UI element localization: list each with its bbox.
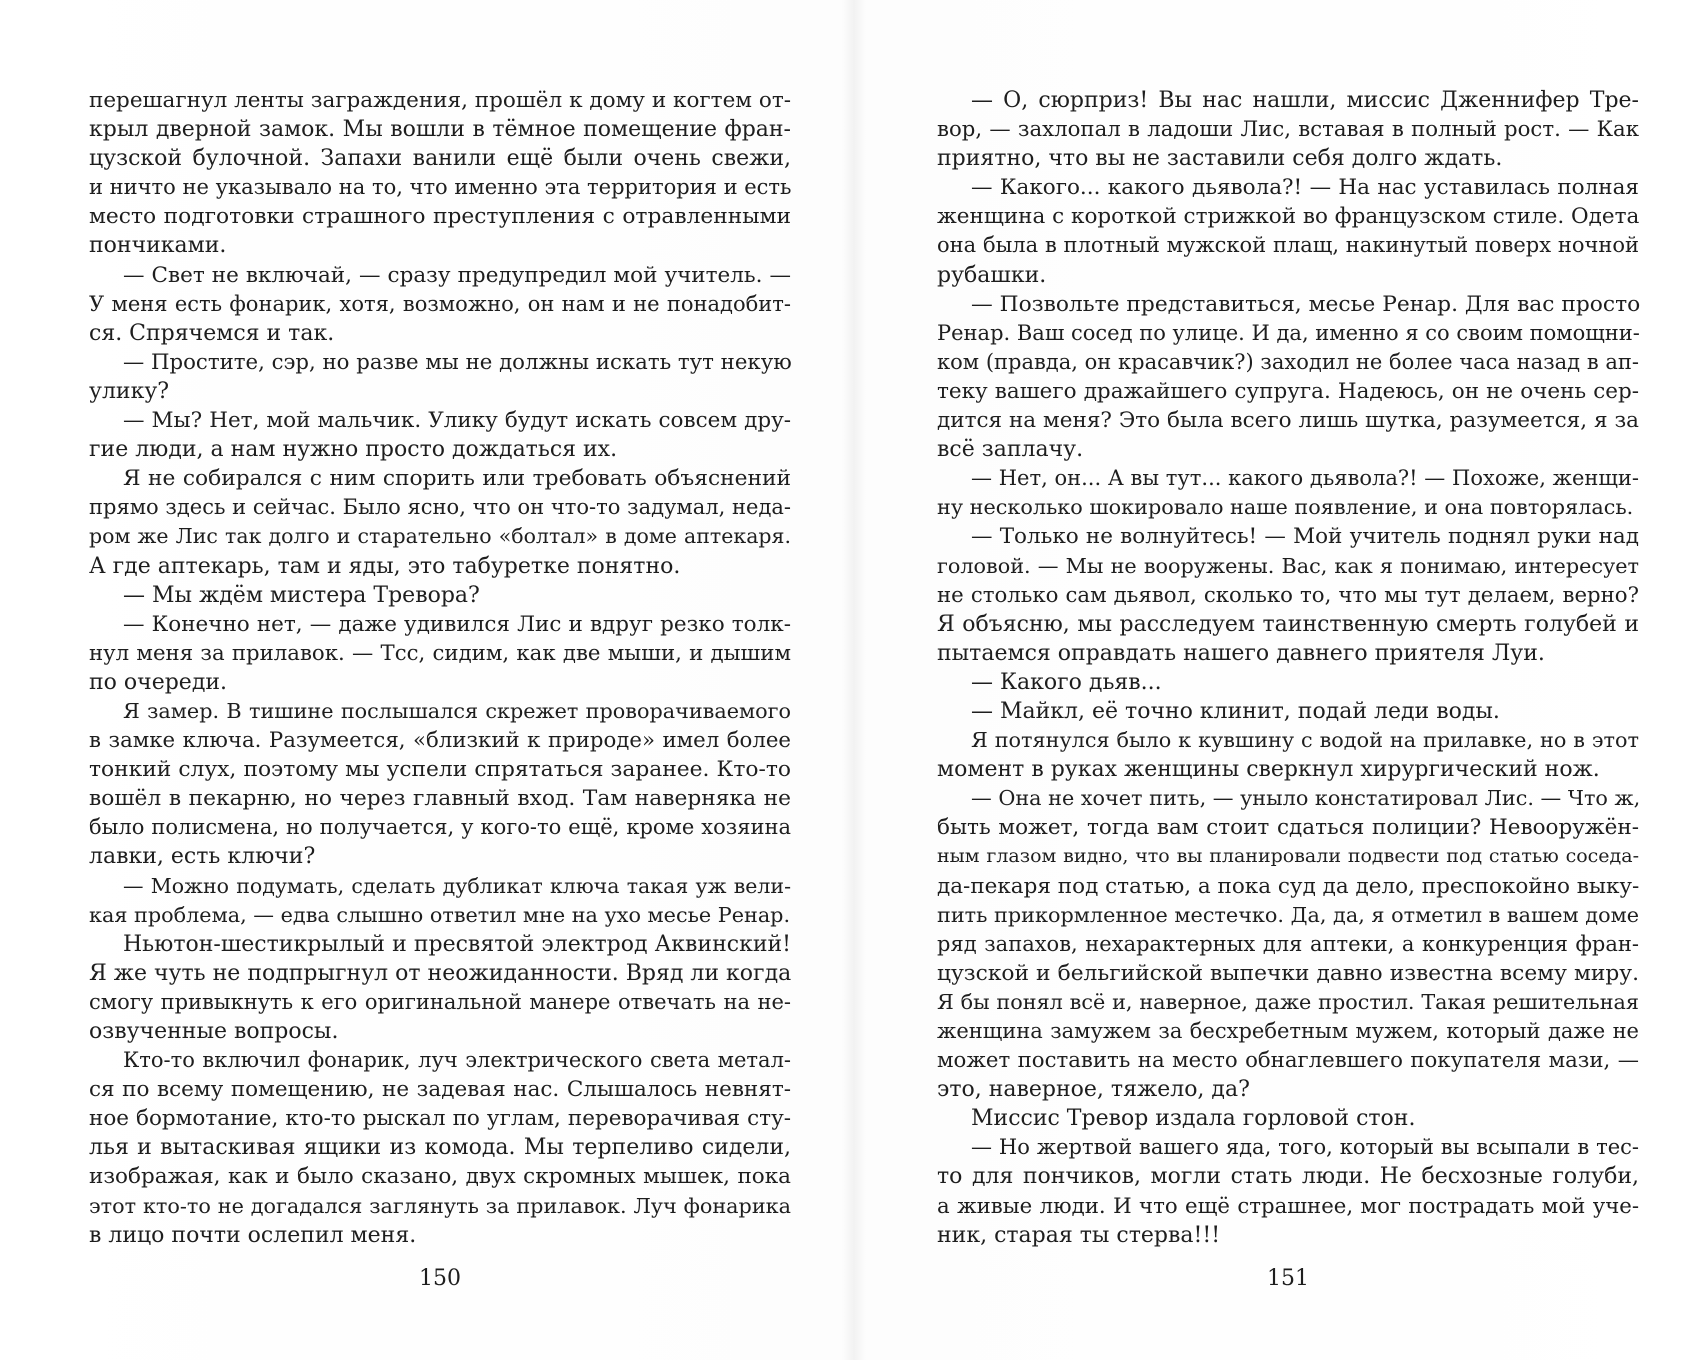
text-line: головой. — Мы не вооружены. Вас, как я понимаю, интересует [937,553,1639,578]
text-line: кая проблема, — едва слышно ответил мне на ухо месье Ренар. [89,902,791,927]
text-line: — Мы ждём мистера Тревора? [123,582,480,608]
text-line: — О, сюрприз! Вы нас нашли, миссис Дженнифер Тре- [971,88,1639,113]
text-line: — Свет не включай, — сразу предупредил мой учитель. — [123,262,791,288]
text-line: — Конечно нет, — даже удивился Лис и вдруг резко толк- [123,611,791,637]
text-line: в замке ключа. Разумеется, «близкий к природе» имел более [89,728,791,754]
right-page-number: 151 [1267,1266,1309,1291]
left-page-text [89,86,791,1250]
text-line: — Какого... какого дьявола?! — На нас уставилась полная [971,175,1639,201]
text-line: Ренар. Ваш сосед по улице. И да, именно я со своим помощни- [937,320,1640,345]
text-line: — Можно подумать, сделать дубликат ключа такая уж вели- [123,873,791,898]
text-line: Я замер. В тишине послышался скрежет проворачиваемого [123,698,791,723]
text-line: ное бормотание, кто-то рыскал по углам, переворачивая сту- [89,1106,791,1132]
text-line: — Простите, сэр, но разве мы не должны искать тут некую [123,349,792,375]
text-line: — Нет, он... А вы тут... какого дьявола?! — Похоже, женщи- [971,466,1639,491]
text-line: перешагнул ленты заграждения, прошёл к дому и когтем от- [89,88,791,113]
text-line: Я объясню, мы расследуем таинственную смерть голубей и [937,611,1639,637]
text-line: рубашки. [937,262,1047,288]
text-line: ник, старая ты стерва!!! [937,1222,1221,1248]
text-line: быть может, тогда вам стоит сдаться полиции? Невооружён- [937,815,1639,841]
text-line: дится на меня? Это была всего лишь шутка, разумеется, я за [937,408,1639,434]
text-line: цузской булочной. Запахи ванили ещё были очень свежи, [89,146,791,172]
text-line: — Но жертвой вашего яда, того, который вы всыпали в тес- [971,1135,1639,1160]
text-line: А где аптекарь, там и яды, это табуретке понятно. [89,553,681,579]
text-line: это, наверное, тяжело, да? [937,1077,1250,1103]
left-page [89,86,792,1291]
text-line: и ничто не указывало на то, что именно эта территория и есть [89,175,792,200]
text-line: цузской и бельгийской выпечки давно известна всему миру. [937,960,1639,986]
text-line: пончиками. [89,233,227,259]
text-line: всё заплачу. [937,437,1084,463]
text-line: Миссис Тревор издала горловой стон. [971,1106,1416,1132]
text-line: тонкий слух, поэтому мы успели спрятаться заранее. Кто-то [89,757,791,783]
text-line: пытаемся оправдать нашего давнего приятеля Луи. [937,640,1545,666]
text-line: Ньютон-шестикрылый и пресвятой электрод Аквинский! [123,931,791,957]
text-line: то для пончиков, могли стать люди. Не бесхозные голуби, [937,1164,1639,1190]
text-line: да-пекаря под статью, а пока суд да дело, преспокойно выку- [937,873,1640,899]
text-line: не столько сам дьявол, сколько то, что мы тут делаем, верно? [937,582,1639,608]
text-line: — Она не хочет пить, — уныло констатировал Лис. — Что ж, [971,786,1641,811]
text-line: улику? [89,378,170,404]
text-line: теку вашего дражайшего супруга. Надеюсь, он не очень сер- [937,378,1639,404]
text-line: ром же Лис так долго и старательно «болтал» в доме аптекаря. [89,524,791,549]
text-line: пить прикормленное местечко. Да, да, я отметил в вашем доме [937,902,1639,927]
text-line: по очереди. [89,669,228,695]
right-page-text [937,86,1639,1250]
text-line: Я не собирался с ним спорить или требовать объяснений [123,466,791,492]
text-line: вор, — захлопал в ладоши Лис, вставая в полный рост. — Как [937,117,1639,143]
text-line: момент в руках женщины сверкнул хирургический нож. [937,757,1600,783]
right-page [937,86,1641,1291]
text-line: У меня есть фонарик, хотя, возможно, он нам и не понадобит- [89,291,791,316]
text-line: этот кто-то не догадался заглянуть за прилавок. Луч фонарика [89,1193,791,1218]
text-line: — Мы? Нет, мой мальчик. Улику будут искать совсем дру- [123,408,791,434]
left-page-number: 150 [419,1266,461,1291]
text-line: было полисмена, но получается, у кого-то ещё, кроме хозяина [89,815,791,840]
text-line: — Только не волнуйтесь! — Мой учитель поднял руки над [971,524,1639,550]
text-line: приятно, что вы не заставили себя долго ждать. [937,146,1503,172]
text-line: Я же чуть не подпрыгнул от неожиданности. Вряд ли когда [89,960,792,986]
text-line: гие люди, а нам нужно просто дождаться их. [89,437,618,463]
text-line: Я потянулся было к кувшину с водой на прилавке, но в этот [971,728,1639,753]
text-line: ным глазом видно, что вы планировали подвести под статью соседа- [937,845,1639,868]
text-line: место подготовки страшного преступления с отравленными [89,204,791,230]
text-line: — Майкл, её точно клинит, подай леди воды. [971,698,1500,724]
text-line: ну несколько шокировало наше появление, и она повторялась. [937,495,1634,520]
text-line: вошёл в пекарню, но через главный вход. Там наверняка не [89,786,791,812]
text-line: Я бы понял всё и, наверное, даже простил. Такая решительная [937,989,1639,1014]
text-line: прямо здесь и сейчас. Было ясно, что он что-то задумал, нeда- [89,495,791,520]
text-line: — Какого дьяв... [971,669,1162,695]
text-line: может поставить на место обнаглевшего покупателя мази, — [937,1048,1639,1074]
text-line: ком (правда, он красавчик?) заходил не более часа назад в ап- [937,349,1639,374]
text-line: ся. Спрячемся и так. [89,320,335,346]
text-line: в лицо почти ослепил меня. [89,1222,417,1248]
text-line: женщина с короткой стрижкой во французском стиле. Одета [937,204,1640,230]
text-line: озвученные вопросы. [89,1019,339,1044]
text-line: смогу привыкнуть к его оригинальной манере отвечать на не- [89,989,791,1014]
text-line: — Позвольте представиться, месье Ренар. Для вас просто [971,291,1641,317]
text-line: она была в плотный мужской плащ, накинутый поверх ночной [937,233,1639,258]
text-line: лавки, есть ключи? [89,844,316,870]
text-line: крыл дверной замок. Мы вошли в тёмное помещение фран- [89,117,791,143]
text-line: лья и вытаскивая ящики из комода. Мы терпеливо сидели, [89,1135,791,1161]
text-line: женщина замужем за бесхребетным мужем, который даже не [937,1019,1639,1043]
text-line: а живые люди. И что ещё страшнее, мог пострадать мой уче- [937,1193,1639,1219]
text-line: Кто-то включил фонарик, луч электрического света метал- [123,1048,791,1073]
text-line: ряд запахов, нехарактерных для аптеки, а конкуренция фран- [937,931,1639,956]
text-line: нул меня за прилавок. — Тсс, сидим, как две мыши, и дышим [89,640,791,666]
text-line: изображая, как и было сказано, двух скромных мышек, пока [89,1164,791,1190]
text-line: ся по всему помещению, не задевая нас. Слышалось невнят- [89,1077,791,1103]
